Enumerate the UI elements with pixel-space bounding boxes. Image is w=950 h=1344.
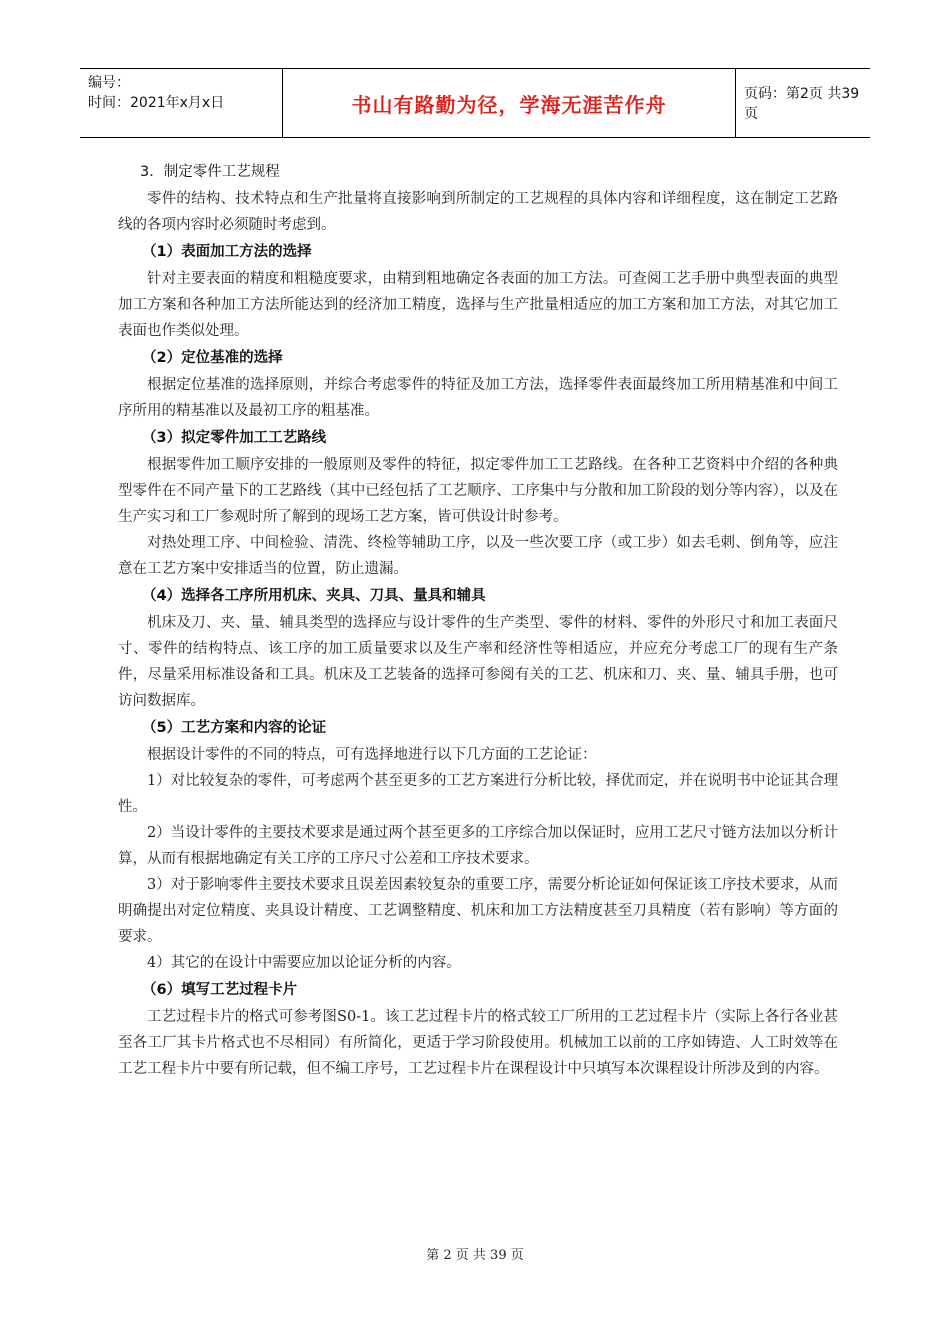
subsection-heading: （6）填写工艺过程卡片: [142, 982, 298, 998]
list-item: 1）对比较复杂的零件，可考虑两个甚至更多的工艺方案进行分析比较，择优而定，并在说明书中论证其合理性。: [118, 773, 838, 815]
subsection-heading: （4）选择各工序所用机床、夹具、刀具、量具和辅具: [142, 588, 486, 604]
list-item: 2）当设计零件的主要技术要求是通过两个甚至更多的工序综合加以保证时，应用工艺尺寸链方法加以分析计算，从而有根据地确定有关工序的工序尺寸公差和工序技术要求。: [118, 825, 838, 867]
paragraph: 工艺过程卡片的格式可参考图S0-1。该工艺过程卡片的格式较工厂所用的工艺过程卡片（实际上各行各业甚至各工厂其卡片格式也不尽相同）有所简化，更适于学习阶段使用。机械加工以前的工序如铸造、人工时效等在工艺工程卡片中要有所记载，但不编工序号，工艺过程卡片在课程设计中只填写本次课程设计所涉及到的内容。: [118, 1009, 838, 1077]
section-heading: 3．制定零件工艺规程: [140, 164, 280, 180]
document-body: [118, 158, 838, 1082]
paragraph: 根据定位基准的选择原则，并综合考虑零件的特征及加工方法，选择零件表面最终加工所用精基准和中间工序所用的精基准以及最初工序的粗基准。: [118, 377, 838, 419]
header-motto: 书山有路勤为径，学海无涯苦作舟: [282, 69, 736, 137]
list-item: 3）对于影响零件主要技术要求且误差因素较复杂的重要工序，需要分析论证如何保证该工序技术要求，从而明确提出对定位精度、夹具设计精度、工艺调整精度、机床和加工方法精度甚至刀具精度（若有影响）等方面的要求。: [118, 877, 838, 945]
subsection-heading: （1）表面加工方法的选择: [142, 244, 312, 260]
document-number: 编号：: [88, 75, 130, 91]
page-header: [80, 68, 870, 138]
subsection-heading: （3）拟定零件加工工艺路线: [142, 430, 327, 446]
paragraph: 零件的结构、技术特点和生产批量将直接影响到所制定的工艺规程的具体内容和详细程度，这在制定工艺路线的各项内容时必须随时考虑到。: [118, 191, 838, 233]
paragraph: 根据设计零件的不同的特点，可有选择地进行以下几方面的工艺论证：: [147, 747, 597, 763]
paragraph: 针对主要表面的精度和粗糙度要求，由精到粗地确定各表面的加工方法。可查阅工艺手册中典型表面的典型加工方案和各种加工方法所能达到的经济加工精度，选择与生产批量相适应的加工方案和加工方法，对其它加工表面也作类似处理。: [118, 271, 838, 339]
paragraph: 机床及刀、夹、量、辅具类型的选择应与设计零件的生产类型、零件的材料、零件的外形尺寸和加工表面尺寸、零件的结构特点、该工序的加工质量要求以及生产率和经济性等相适应，并应充分考虑工厂的现有生产条件，尽量采用标准设备和工具。机床及工艺装备的选择可参阅有关的工艺、机床和刀、夹、量、辅具手册，也可访问数据库。: [118, 615, 838, 709]
paragraph: 对热处理工序、中间检验、清洗、终检等辅助工序，以及一些次要工序（或工步）如去毛刺、倒角等，应注意在工艺方案中安排适当的位置，防止遗漏。: [118, 535, 838, 577]
subsection-heading: （5）工艺方案和内容的论证: [142, 720, 327, 736]
header-meta: [80, 69, 282, 137]
page-footer: 第 2 页 共 39 页: [426, 1248, 524, 1263]
document-date: 时间：2021年x月x日: [88, 95, 225, 111]
paragraph: 根据零件加工顺序安排的一般原则及零件的特征，拟定零件加工工艺路线。在各种工艺资料中介绍的各种典型零件在不同产量下的工艺路线（其中已经包括了工艺顺序、工序集中与分散和加工阶段的划分等内容），以及在生产实习和工厂参观时所了解到的现场工艺方案，皆可供设计时参考。: [118, 457, 838, 525]
header-page-info: 页码：第2页 共39页: [744, 86, 860, 122]
subsection-heading: （2）定位基准的选择: [142, 350, 283, 366]
list-item: 4）其它的在设计中需要应加以论证分析的内容。: [147, 955, 461, 971]
